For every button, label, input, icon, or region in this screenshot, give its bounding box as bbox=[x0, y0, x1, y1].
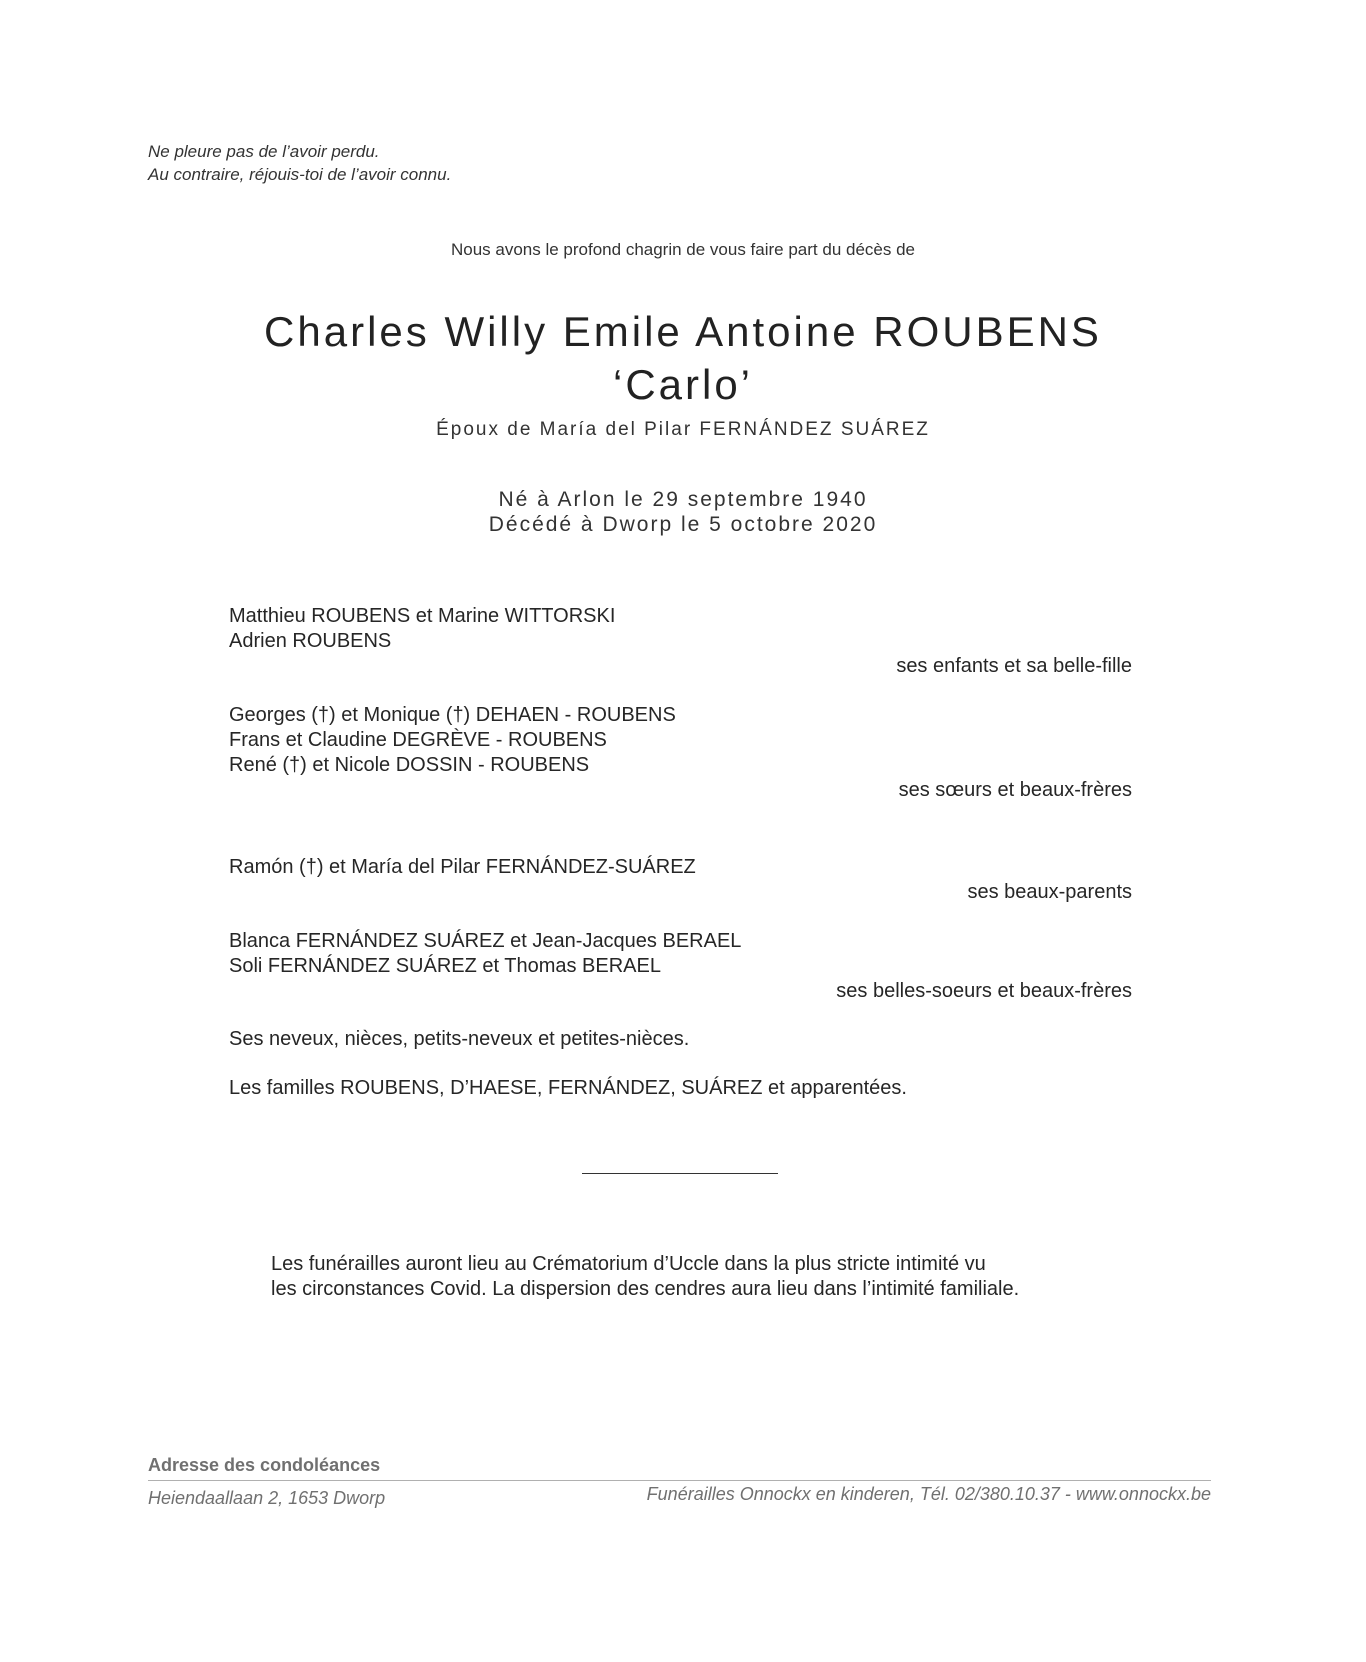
family-name-line: Matthieu ROUBENS et Marine WITTORSKI bbox=[229, 605, 616, 627]
announcement-intro: Nous avons le profond chagrin de vous faire part du décès de bbox=[450, 240, 915, 259]
family-name-line: Frans et Claudine DEGRÈVE - ROUBENS bbox=[229, 729, 607, 751]
family-relation: ses beaux-parents bbox=[967, 881, 1132, 903]
footer-divider bbox=[148, 1480, 1211, 1481]
quote-line-2: Au contraire, réjouis-toi de l’avoir connu. bbox=[148, 165, 452, 184]
funeral-line-1: Les funérailles auront lieu au Crématorium d’Uccle dans la plus stricte intimité vu bbox=[271, 1253, 986, 1275]
birth-line: Né à Arlon le 29 septembre 1940 bbox=[498, 488, 868, 511]
opening-quote bbox=[148, 140, 451, 186]
family-name-line: René (†) et Nicole DOSSIN - ROUBENS bbox=[229, 754, 590, 776]
family-name-line: Adrien ROUBENS bbox=[229, 630, 392, 652]
condolences-address: Heiendaallaan 2, 1653 Dworp bbox=[148, 1488, 386, 1508]
families-line: Les familles ROUBENS, D’HAESE, FERNÁNDEZ, SUÁREZ et apparentées. bbox=[229, 1077, 907, 1099]
family-relation: ses belles-soeurs et beaux-frères bbox=[836, 980, 1132, 1002]
family-relation: ses sœurs et beaux-frères bbox=[898, 779, 1132, 801]
deceased-nickname: ‘Carlo’ bbox=[612, 361, 754, 408]
family-group-siblings-in-law bbox=[229, 929, 1132, 1004]
section-divider bbox=[582, 1173, 778, 1174]
undertaker-info: Funérailles Onnockx en kinderen, Tél. 02/380.10.37 - www.onnockx.be bbox=[646, 1484, 1211, 1504]
life-dates bbox=[0, 487, 1366, 537]
quote-line-1: Ne pleure pas de l’avoir perdu. bbox=[148, 142, 380, 161]
death-line: Décédé à Dworp le 5 octobre 2020 bbox=[488, 513, 878, 536]
condolences-label: Adresse des condoléances bbox=[148, 1455, 381, 1475]
family-relation: ses enfants et sa belle-fille bbox=[896, 655, 1132, 677]
spouse-line: Époux de María del Pilar FERNÁNDEZ SUÁREZ bbox=[436, 419, 930, 440]
family-group-parents-in-law bbox=[229, 855, 1132, 905]
funeral-line-2: les circonstances Covid. La dispersion des cendres aura lieu dans l’intimité familiale. bbox=[271, 1278, 1020, 1300]
nephews-line: Ses neveux, nièces, petits-neveux et petites-nièces. bbox=[229, 1028, 690, 1050]
family-name-line: Georges (†) et Monique (†) DEHAEN - ROUBENS bbox=[229, 704, 676, 726]
funeral-notice bbox=[271, 1252, 1095, 1302]
family-group-siblings bbox=[229, 703, 1132, 803]
family-group-children bbox=[229, 604, 1132, 679]
family-name-line: Blanca FERNÁNDEZ SUÁREZ et Jean-Jacques BERAEL bbox=[229, 930, 742, 952]
family-name-line: Ramón (†) et María del Pilar FERNÁNDEZ-SUÁREZ bbox=[229, 856, 696, 878]
deceased-name: Charles Willy Emile Antoine ROUBENS bbox=[264, 308, 1102, 355]
family-name-line: Soli FERNÁNDEZ SUÁREZ et Thomas BERAEL bbox=[229, 955, 661, 977]
